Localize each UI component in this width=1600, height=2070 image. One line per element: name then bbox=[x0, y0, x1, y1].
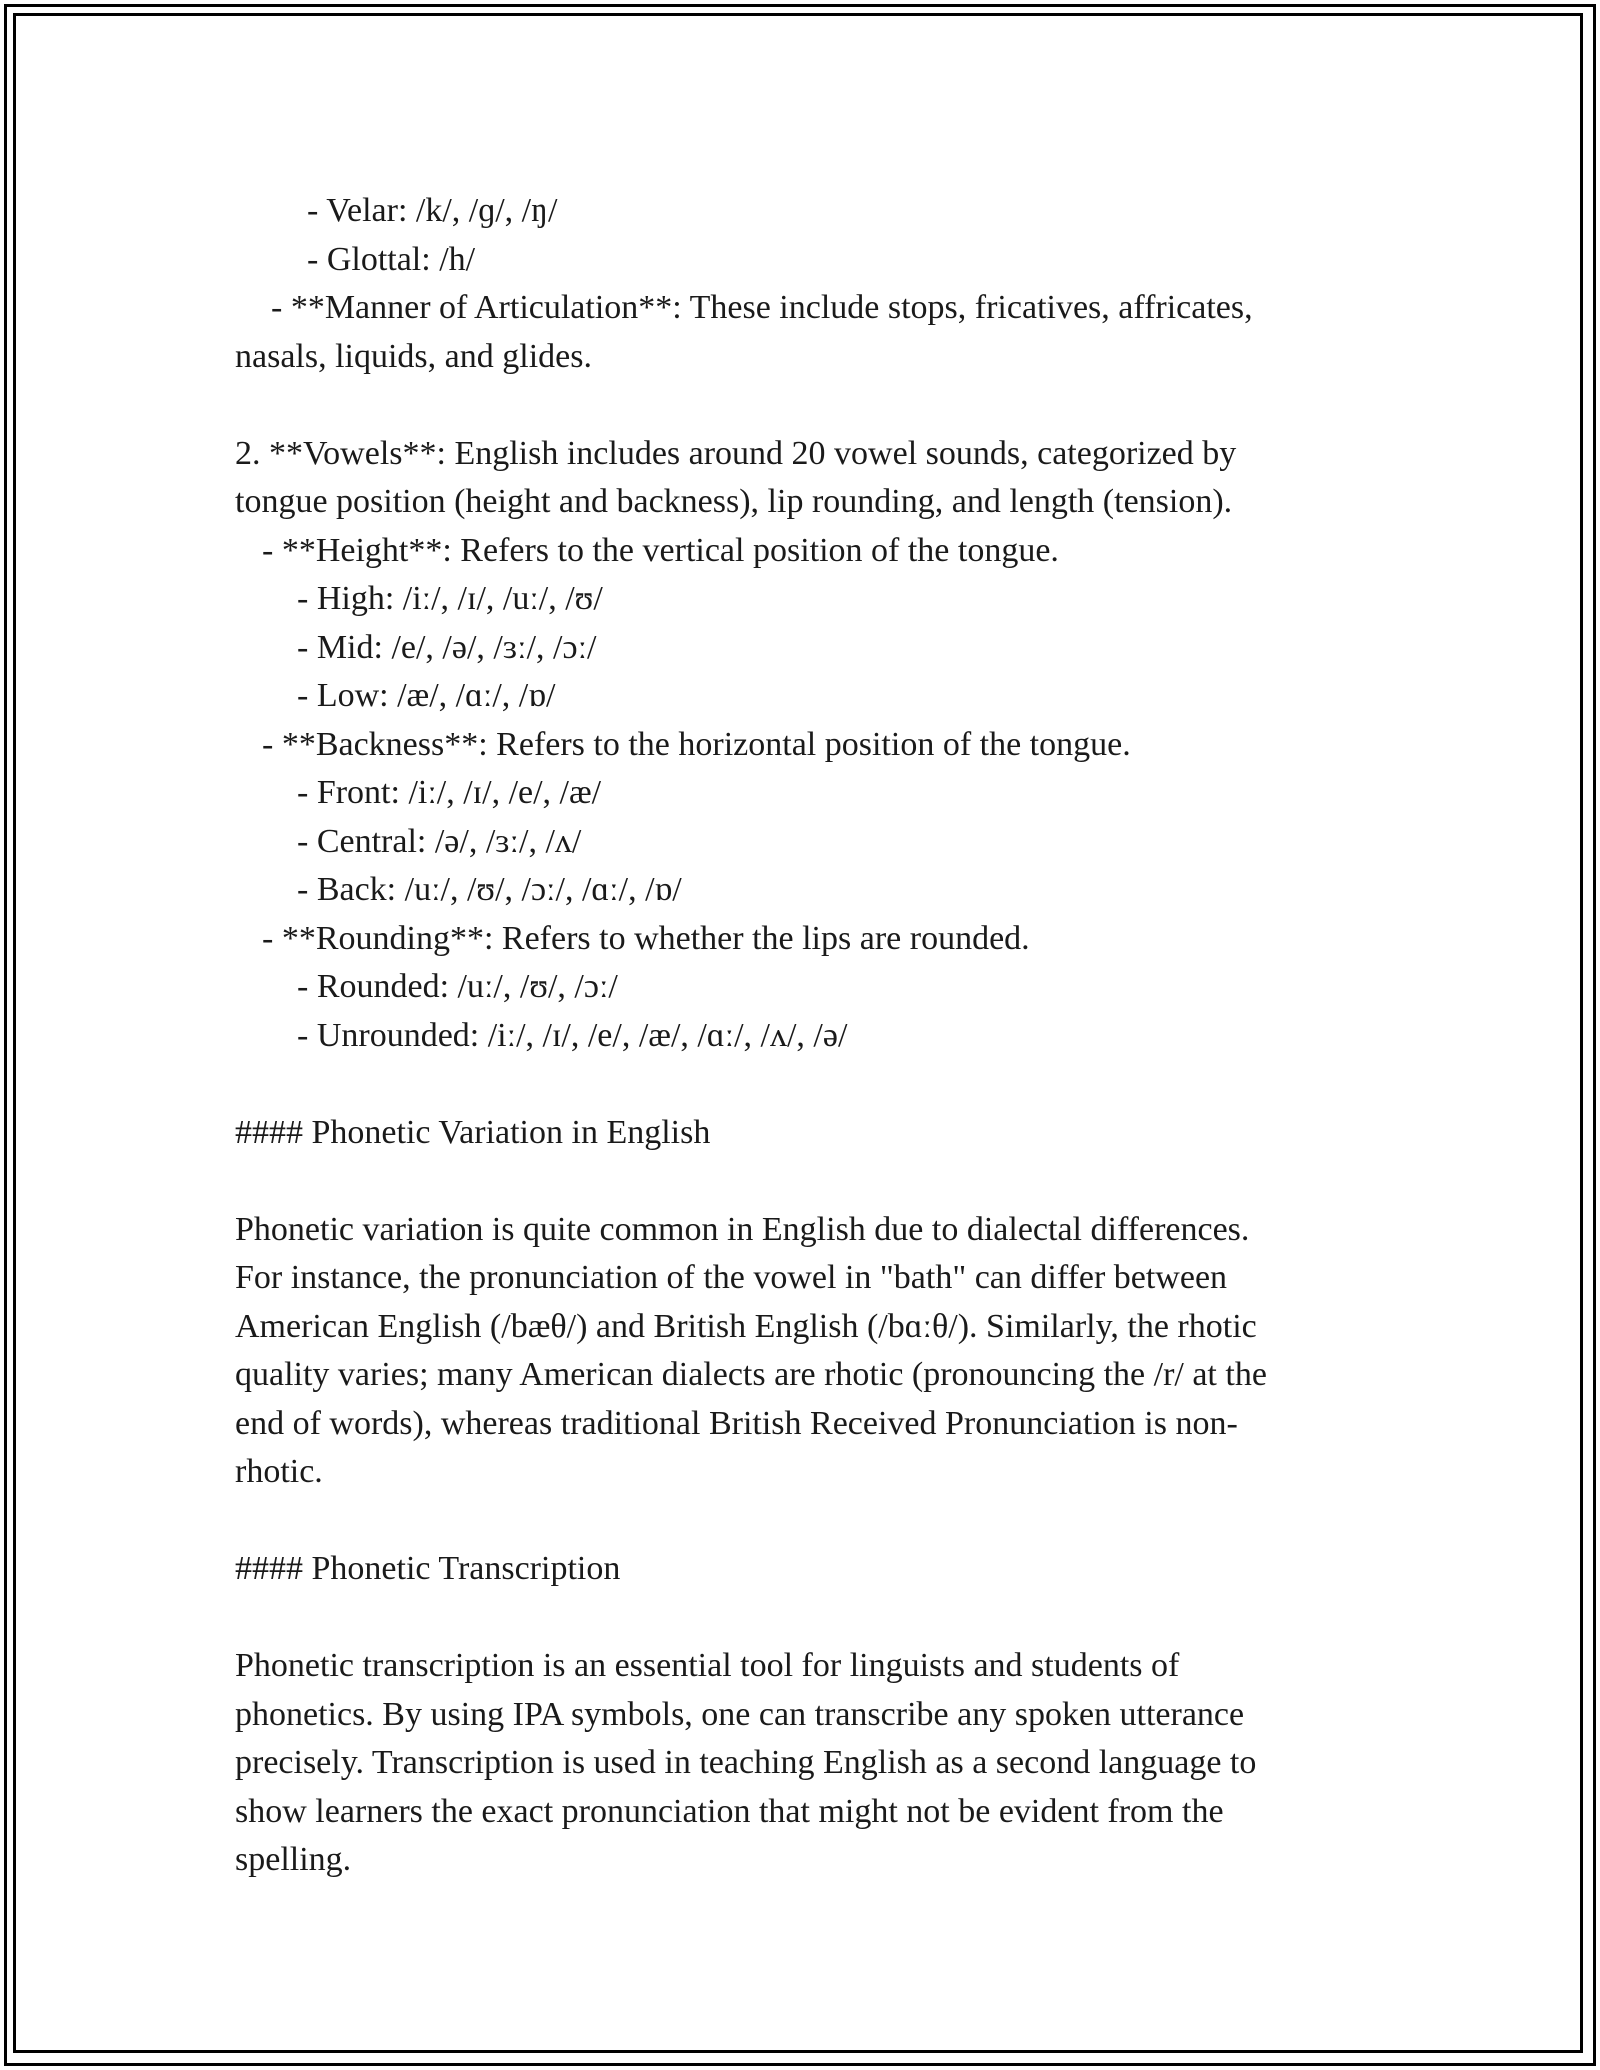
transcription-paragraph-line-3: precisely. Transcription is used in teaching English as a second language to bbox=[235, 1744, 1257, 1781]
blank-line bbox=[235, 1060, 1365, 1109]
variation-paragraph-line-5: end of words), whereas traditional British Received Pronunciation is non- bbox=[235, 1404, 1238, 1442]
blank-line bbox=[235, 381, 1365, 430]
variation-paragraph-line-6: rhotic. bbox=[235, 1453, 323, 1490]
vowel-backness-item: - **Backness**: Refers to the horizontal position of the tongue. bbox=[262, 725, 1131, 763]
vowel-rounding-unrounded: - Unrounded: /iː/, /ɪ/, /e/, /æ/, /ɑː/, /ʌ/, /ə/ bbox=[297, 1016, 848, 1054]
consonant-place-glottal: - Glottal: /h/ bbox=[307, 240, 476, 278]
section-heading-phonetic-variation: #### Phonetic Variation in English bbox=[235, 1113, 711, 1151]
blank-line bbox=[235, 1497, 1365, 1546]
consonant-place-velar: - Velar: /k/, /ɡ/, /ŋ/ bbox=[307, 192, 558, 229]
manner-of-articulation-line-2: nasals, liquids, and glides. bbox=[235, 337, 592, 375]
vowel-rounding-rounded: - Rounded: /uː/, /ʊ/, /ɔː/ bbox=[297, 968, 618, 1005]
vowels-heading-line-1: 2. **Vowels**: English includes around 20 vowel sounds, categorized by bbox=[235, 434, 1237, 472]
vowel-backness-back: - Back: /uː/, /ʊ/, /ɔː/, /ɑː/, /ɒ/ bbox=[297, 871, 682, 908]
vowel-height-low: - Low: /æ/, /ɑː/, /ɒ/ bbox=[297, 677, 556, 714]
vowel-rounding-item: - **Rounding**: Refers to whether the lips are rounded. bbox=[262, 919, 1030, 957]
transcription-paragraph-line-5: spelling. bbox=[235, 1841, 352, 1878]
transcription-paragraph-line-1: Phonetic transcription is an essential tool for linguists and students of bbox=[235, 1647, 1180, 1684]
vowel-height-mid: - Mid: /e/, /ə/, /ɜː/, /ɔː/ bbox=[297, 628, 597, 666]
blank-line bbox=[235, 1157, 1365, 1206]
transcription-paragraph-line-2: phonetics. By using IPA symbols, one can transcribe any spoken utterance bbox=[235, 1695, 1245, 1733]
vowel-backness-front: - Front: /iː/, /ɪ/, /e/, /æ/ bbox=[297, 774, 602, 811]
vowel-height-high: - High: /iː/, /ɪ/, /uː/, /ʊ/ bbox=[297, 580, 603, 617]
variation-paragraph-line-3: American English (/bæθ/) and British English (/bɑːθ/). Similarly, the rhotic bbox=[235, 1307, 1257, 1345]
manner-of-articulation-line-1: - **Manner of Articulation**: These include stops, fricatives, affricates, bbox=[271, 289, 1253, 326]
section-heading-phonetic-transcription: #### Phonetic Transcription bbox=[235, 1550, 621, 1587]
vowel-backness-central: - Central: /ə/, /ɜː/, /ʌ/ bbox=[297, 822, 582, 860]
transcription-paragraph-line-4: show learners the exact pronunciation that might not be evident from the bbox=[235, 1792, 1224, 1830]
vowels-heading-line-2: tongue position (height and backness), lip rounding, and length (tension). bbox=[235, 483, 1233, 520]
variation-paragraph-line-4: quality varies; many American dialects are rhotic (pronouncing the /r/ at the bbox=[235, 1356, 1267, 1393]
variation-paragraph-line-2: For instance, the pronunciation of the vowel in "bath" can differ between bbox=[235, 1259, 1228, 1296]
blank-line bbox=[235, 1594, 1365, 1643]
document-body bbox=[235, 187, 1365, 1885]
vowel-height-item: - **Height**: Refers to the vertical position of the tongue. bbox=[262, 531, 1059, 569]
variation-paragraph-line-1: Phonetic variation is quite common in English due to dialectal differences. bbox=[235, 1210, 1250, 1248]
